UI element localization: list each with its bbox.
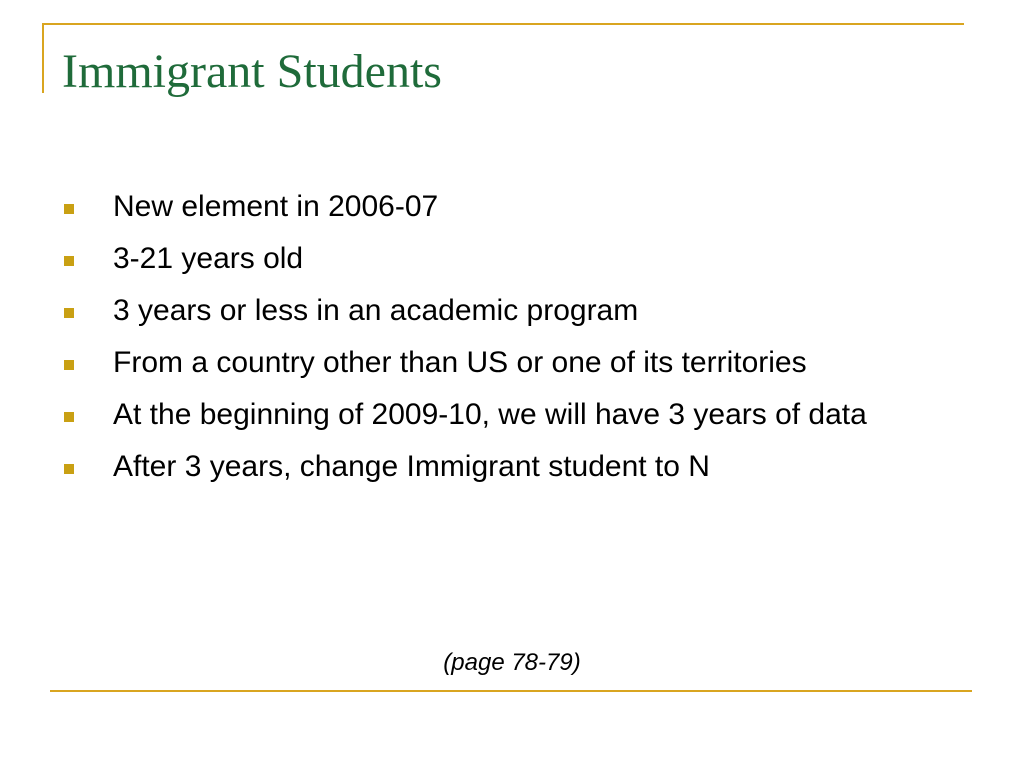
bullet-text: From a country other than US or one of its territories [113, 346, 807, 379]
square-bullet-icon [64, 308, 74, 318]
bullet-item [64, 394, 984, 435]
square-bullet-icon [64, 256, 74, 266]
bullet-text: 3 years or less in an academic program [113, 294, 639, 327]
bullet-list [64, 186, 984, 498]
slide-title: Immigrant Students [62, 45, 442, 98]
square-bullet-icon [64, 412, 74, 422]
bottom-accent-line [50, 690, 972, 692]
bullet-item [64, 186, 984, 227]
page-reference: (page 78-79) [443, 649, 581, 676]
top-accent-line [42, 23, 964, 25]
bullet-item [64, 238, 984, 279]
bullet-item [64, 290, 984, 331]
bullet-item [64, 446, 984, 487]
bullet-text: At the beginning of 2009-10, we will have 3 years of data [113, 398, 867, 431]
square-bullet-icon [64, 204, 74, 214]
bullet-text: After 3 years, change Immigrant student to N [113, 450, 710, 483]
square-bullet-icon [64, 360, 74, 370]
bullet-text: New element in 2006-07 [113, 190, 439, 223]
square-bullet-icon [64, 464, 74, 474]
bullet-item [64, 342, 984, 383]
bullet-text: 3-21 years old [113, 242, 304, 275]
left-accent-line [42, 23, 44, 93]
